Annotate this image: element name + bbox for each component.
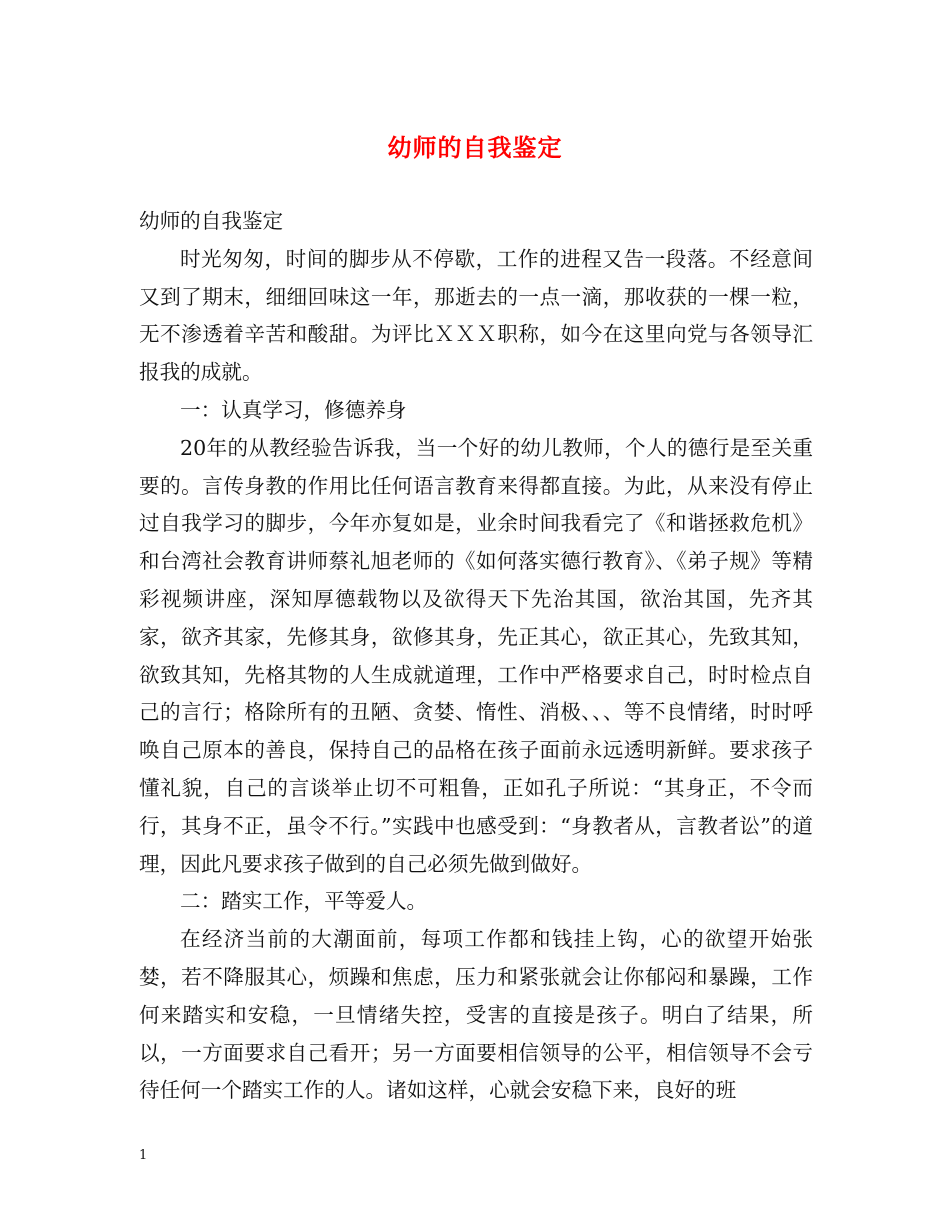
document-subtitle: 幼师的自我鉴定: [139, 209, 284, 233]
document-body: [139, 203, 813, 1110]
section-heading-2: 二：踏实工作，平等爱人。: [180, 889, 428, 914]
document-title: 幼师的自我鉴定: [387, 133, 563, 162]
paragraph-section-2: 在经济当前的大潮面前，每项工作都和钱挂上钩，心的欲望开始张婪，若不降服其心，烦躁和焦虑，压力和紧张就会让你郁闷和暴躁，工作何来踏实和安稳，一旦情绪失控，受害的直接是孩子。明白了结果，所以，一方面要求自己看开；另一方面要相信领导的公平，相信领导不会亏待任何一个踏实工作的人。诸如这样，心就会安稳下来，良好的班: [139, 927, 813, 1103]
paragraph-section-1: 20年的从教经验告诉我，当一个好的幼儿教师，个人的德行是至关重要的。言传身教的作用比任何语言教育来得都直接。为此，从来没有停止过自我学习的脚步，今年亦复如是，业余时间我看完了《和谐拯救危机》和台湾社会教育讲师蔡礼旭老师的《如何落实德行教育》、《弟子规》等精彩视频讲座，深知厚德载物以及欲得天下先治其国，欲治其国，先齐其家，欲齐其家，先修其身，欲修其身，先正其心，欲正其心，先致其知，欲致其知，先格其物的人生成就道理，工作中严格要求自己，时时检点自己的言行；格除所有的丑陋、贪婪、惰性、消极、、、等不良情绪，时时呼唤自己原本的善良，保持自己的品格在孩子面前永远透明新鲜。要求孩子懂礼貌，自己的言谈举止切不可粗鲁，正如孔子所说：“其身正，不令而行，其身不正，虽令不行。”实践中也感受到：“身教者从，言教者讼”的道理，因此凡要求孩子做到的自己必须先做到做好。: [139, 435, 813, 876]
page-number: 1: [139, 1148, 148, 1163]
paragraph-intro: 时光匆匆，时间的脚步从不停歇，工作的进程又告一段落。不经意间又到了期末，细细回味这一年，那逝去的一点一滴，那收获的一棵一粒，无不渗透着辛苦和酸甜。为评比ＸＸＸ职称，如今在这里向党与各领导汇报我的成就。: [139, 246, 813, 385]
section-heading-1: 一：认真学习，修德养身: [180, 397, 407, 422]
